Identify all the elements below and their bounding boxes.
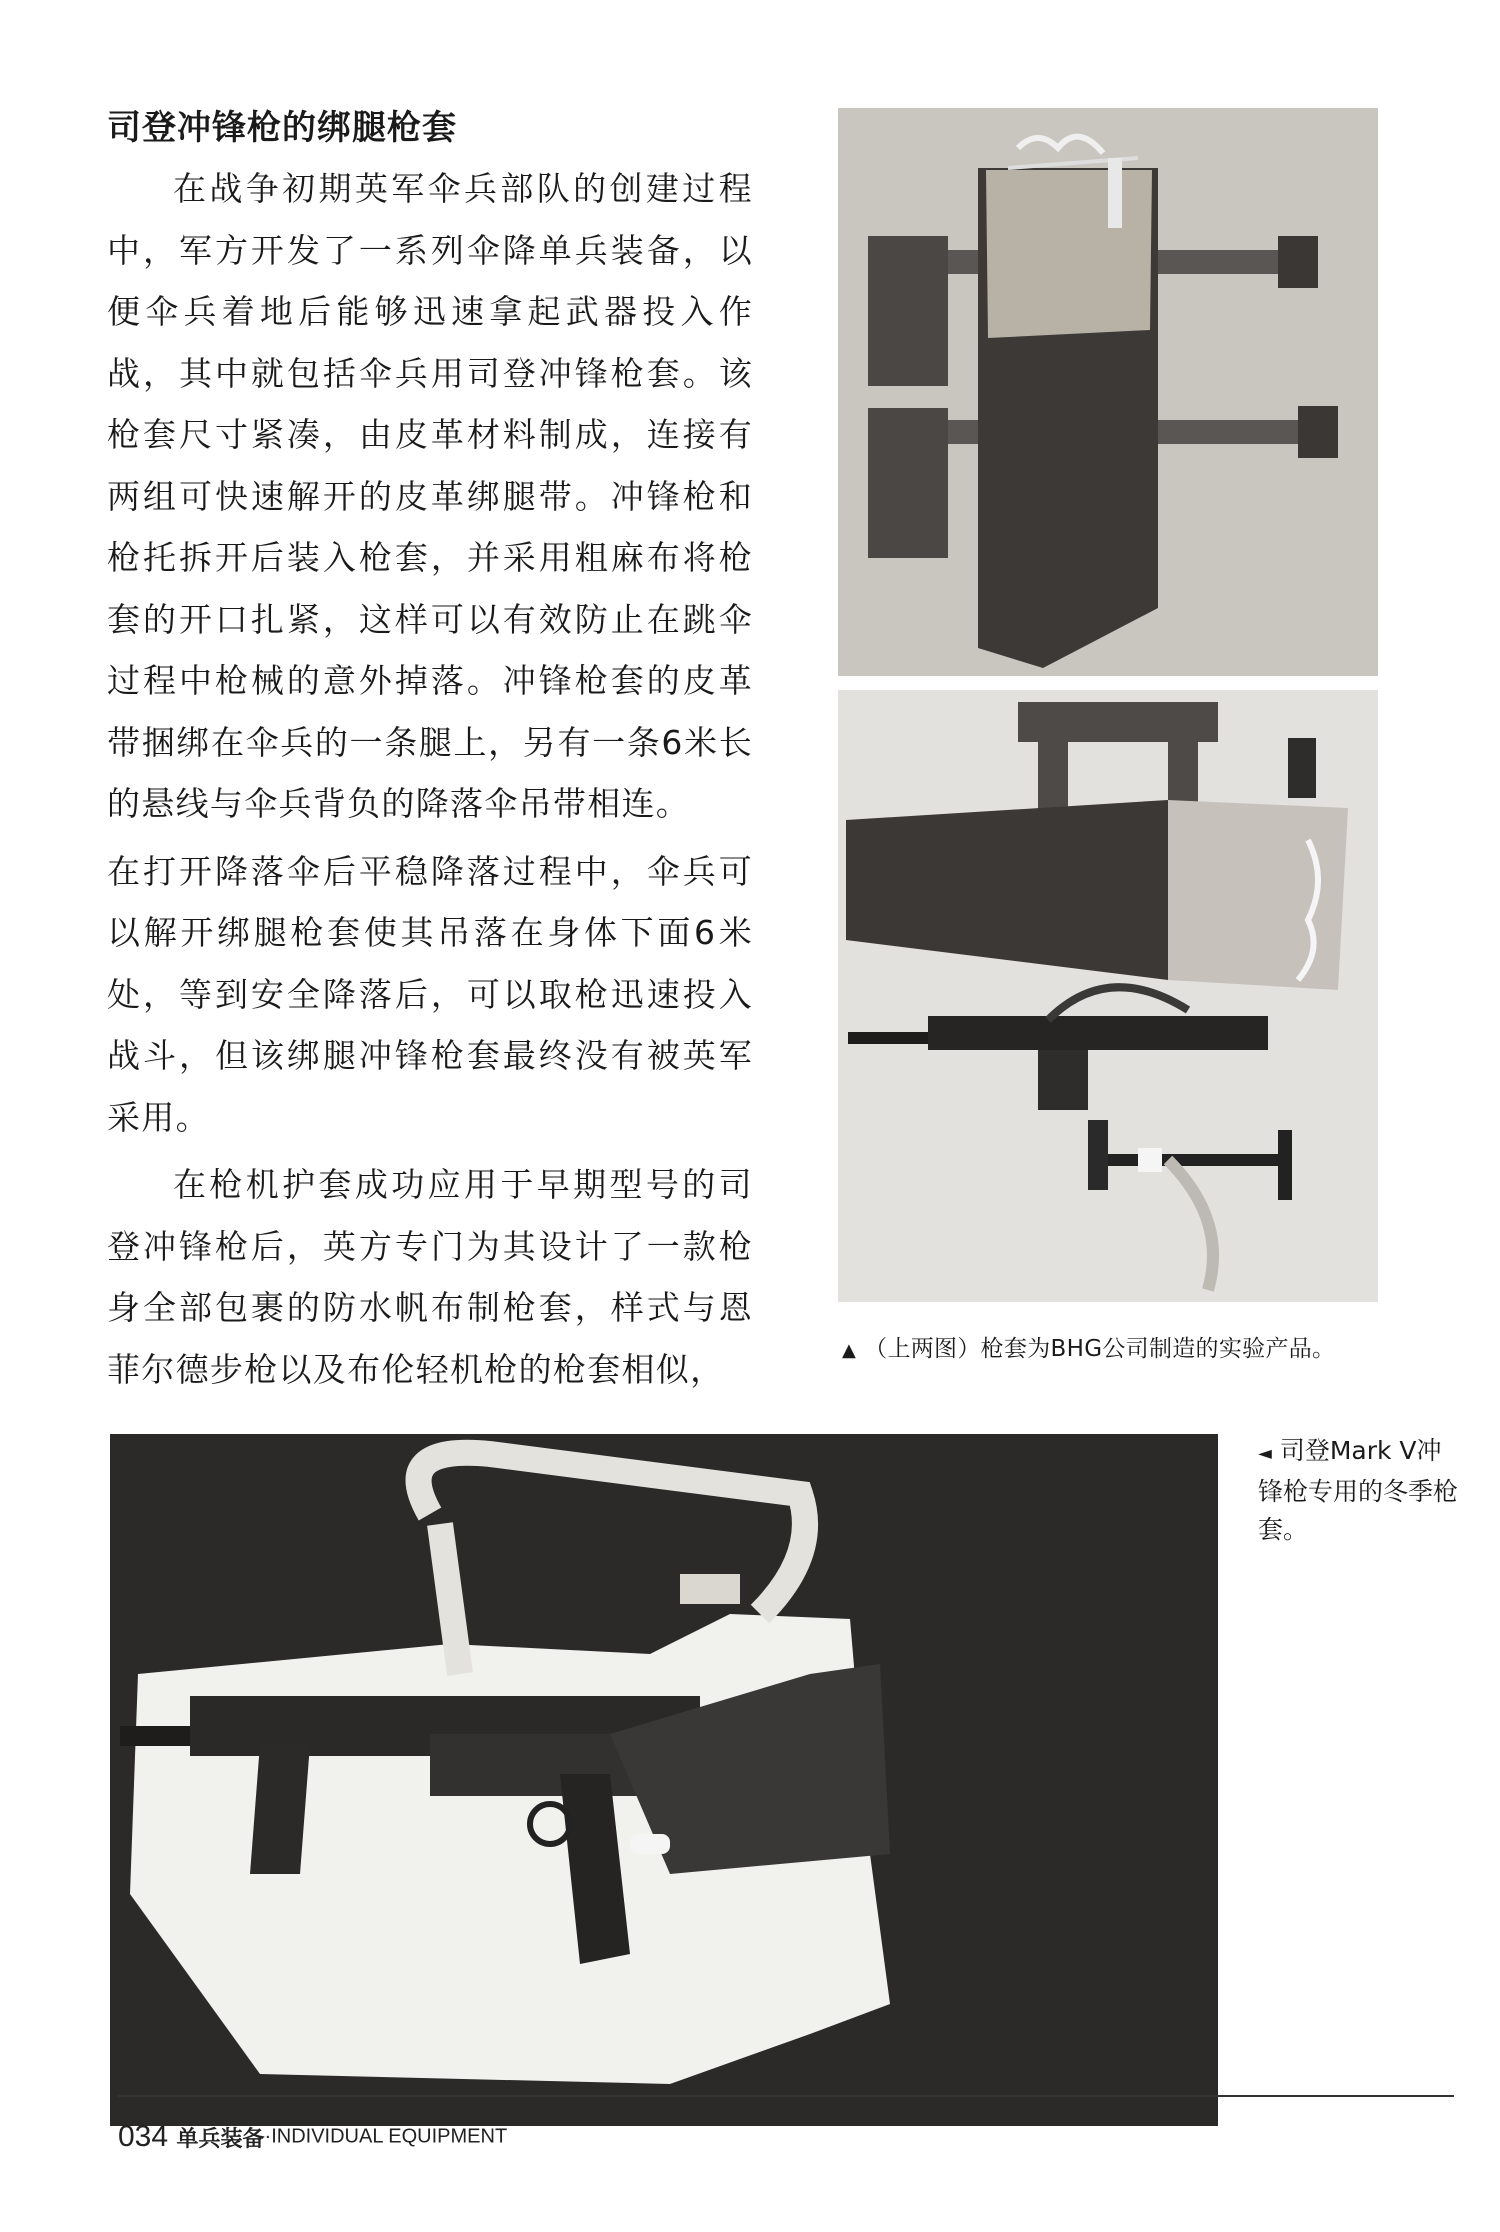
footer-separator: · [264,2125,272,2148]
paragraph-2: 在打开降落伞后平稳降落过程中，伞兵可以解开绑腿枪套使其吊落在身体下面6米处，等到安全降落后，可以取枪迅速投入战斗，但该绑腿冲锋枪套最终没有被英军采用。 [107,851,753,1137]
magazine-name: 单兵装备 [176,2125,265,2151]
photo-winter-holster-sten-mk5 [110,1434,1218,2126]
photo-leg-holster-front [838,108,1378,676]
triangle-left-icon: ◄ [1258,1443,1272,1464]
footer-divider [118,2095,1454,2097]
photo-leg-holster-front-art [838,108,1378,676]
triangle-up-icon: ▲ [842,1340,857,1361]
paragraph-1: 在战争初期英军伞兵部队的创建过程中，军方开发了一系列伞降单兵装备，以便伞兵着地后能够迅速拿起武器投入作战，其中就包括伞兵用司登冲锋枪套。该枪套尺寸紧凑，由皮革材料制成，连接有两组可快速解开的皮革绑腿带。冲锋枪和枪托拆开后装入枪套，并采用粗麻布将枪套的开口扎紧，这样可以有效防止在跳伞过程中枪械的意外掉落。冲锋枪套的皮革带捆绑在伞兵的一条腿上，另有一条6米长的悬线与伞兵背负的降落伞吊带相连。 [107,169,753,823]
page-footer [118,2120,507,2154]
photo-holster-with-sten-parts-art [838,690,1378,1302]
article-title: 司登冲锋枪的绑腿枪套 [107,108,457,148]
page-number: 034 [118,2120,169,2153]
caption-winter-holster [1258,1432,1458,1549]
magazine-english-name: INDIVIDUAL EQUIPMENT [271,2125,508,2148]
article-body [107,158,753,1400]
photo-winter-holster-sten-mk5-art [110,1434,1218,2126]
caption-top-photos [842,1330,1402,1363]
paragraph-3: 在枪机护套成功应用于早期型号的司登冲锋枪后，英方专门为其设计了一款枪身全部包裹的防水帆布制枪套，样式与恩菲尔德步枪以及布伦轻机枪的枪套相似， [107,1165,753,1389]
caption-top-text: （上两图）枪套为BHG公司制造的实验产品。 [864,1336,1336,1362]
caption-winter-holster-text: 司登Mark V冲锋枪专用的冬季枪套。 [1258,1436,1459,1544]
photo-holster-with-sten-parts [838,690,1378,1302]
